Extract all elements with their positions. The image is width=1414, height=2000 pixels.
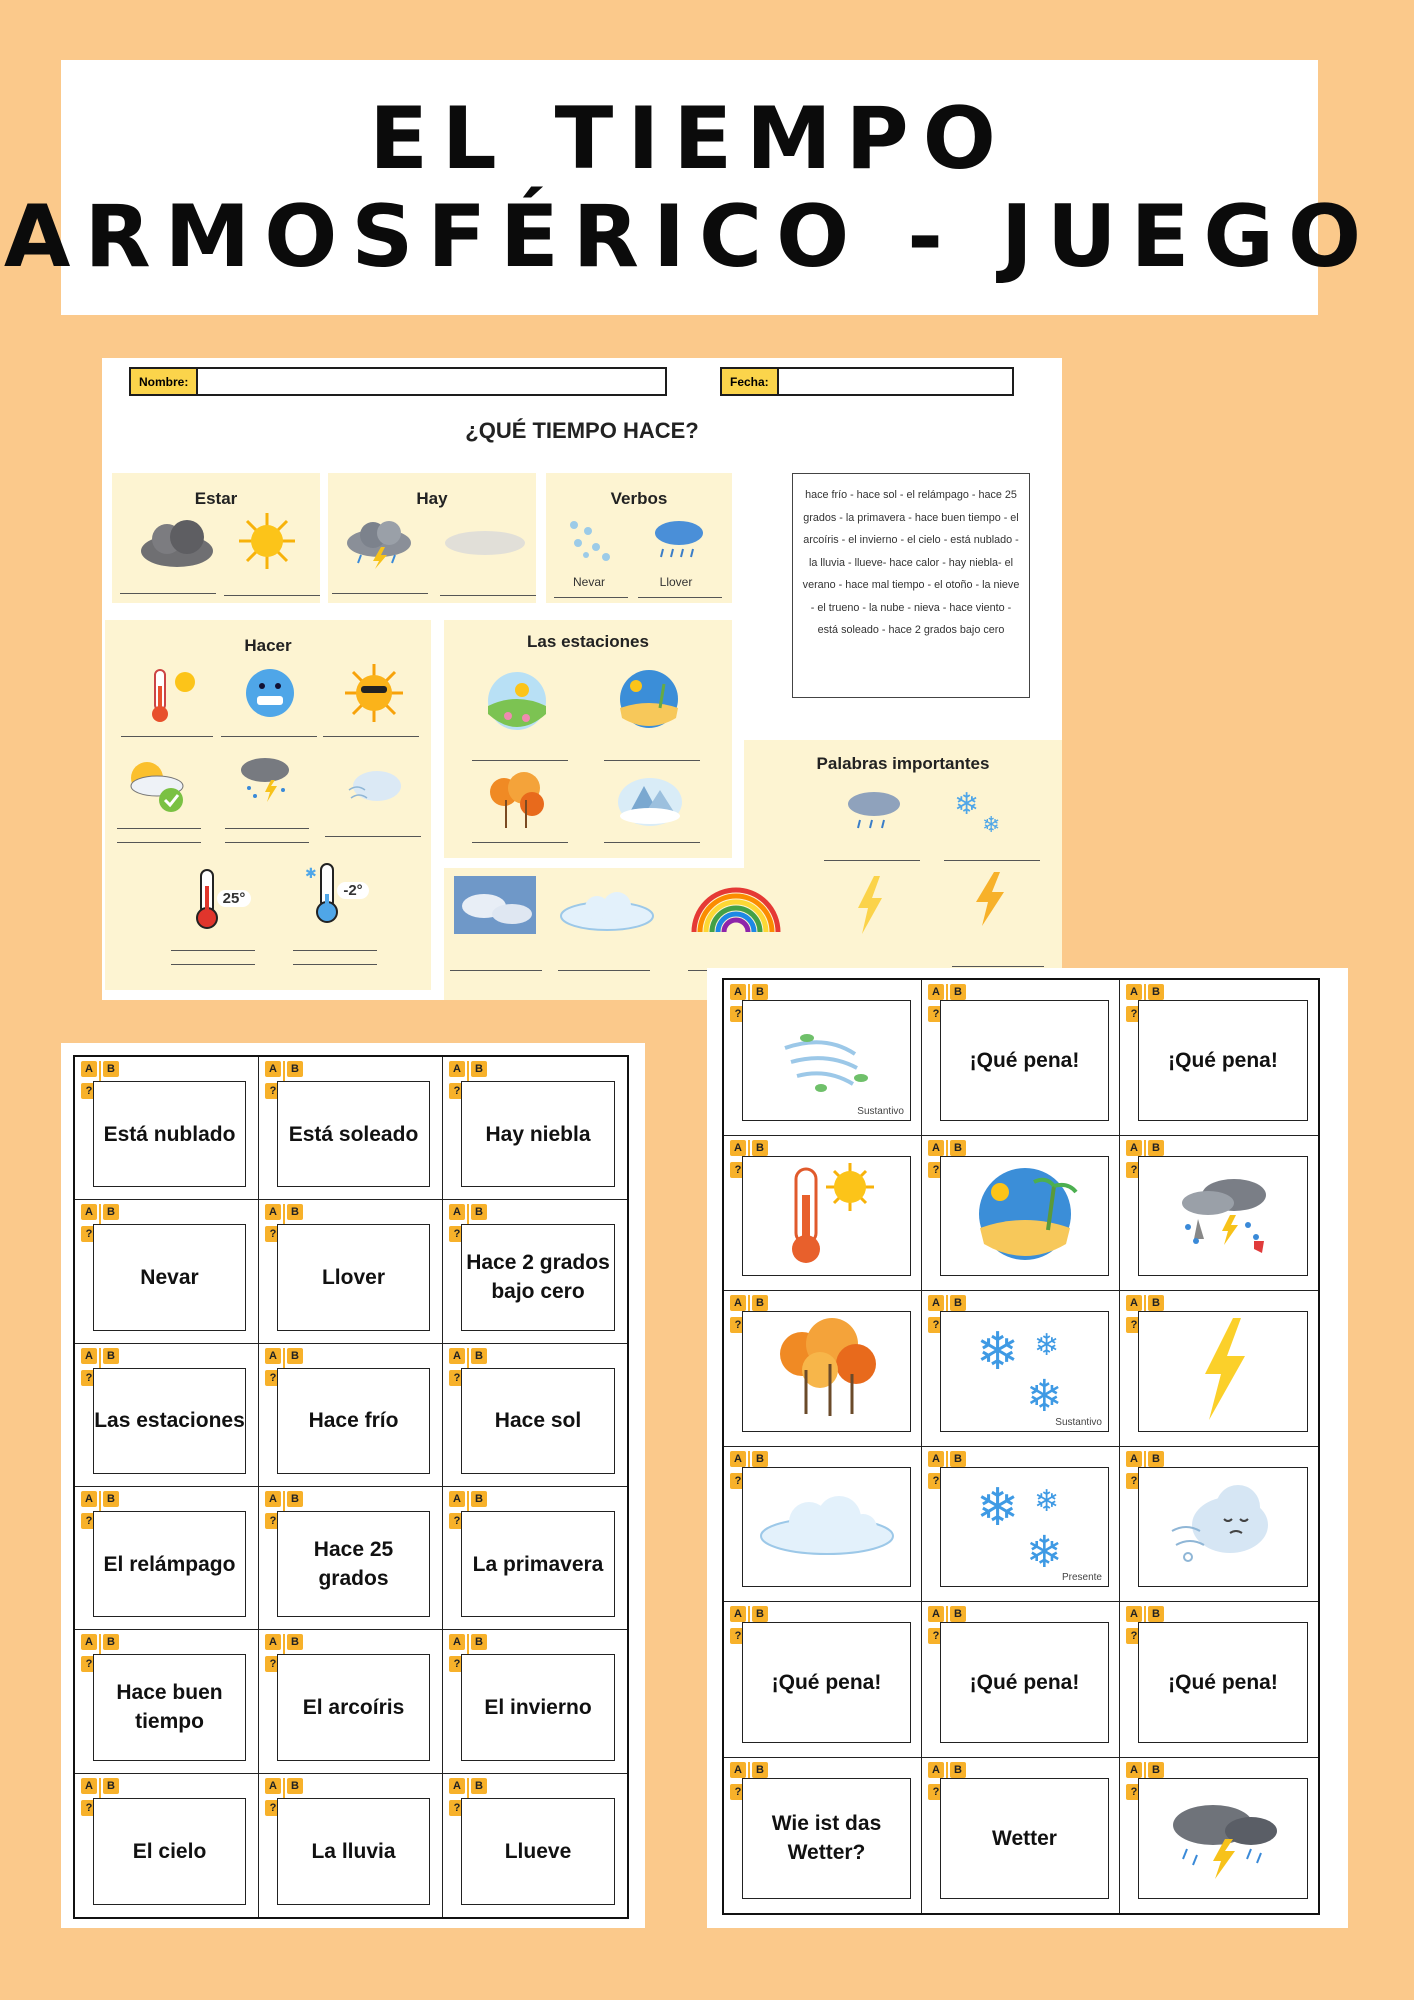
card-face [461, 1798, 615, 1905]
temp-hot: 25° [217, 890, 251, 907]
card-face [277, 1798, 430, 1905]
card-face [940, 1000, 1109, 1121]
text-card[interactable] [259, 1630, 443, 1773]
abc-badge-icon: A B ? [928, 984, 968, 1024]
svg-text:❄: ❄ [975, 1322, 1020, 1383]
answer-line [558, 970, 650, 971]
panel-hacer [105, 620, 431, 990]
text-card[interactable] [75, 1487, 259, 1630]
abc-badge-icon: A B ? [1126, 984, 1166, 1024]
answer-line [121, 736, 213, 737]
card-text: La lluvia [311, 1839, 396, 1863]
answer-line [224, 595, 320, 596]
card-text: Está nublado [103, 1122, 236, 1146]
fecha-label: Fecha: [722, 369, 779, 394]
card-face [277, 1368, 430, 1474]
card-face [940, 1156, 1109, 1277]
card-text: Wie ist das Wetter? [771, 1812, 882, 1865]
storm-cloud-icon [1163, 1791, 1283, 1885]
fog-icon [443, 523, 528, 563]
rain-cloud-icon [651, 515, 706, 565]
text-card[interactable] [75, 1344, 259, 1487]
autumn-icon [486, 770, 548, 830]
card-text: El invierno [484, 1695, 592, 1719]
picture-card[interactable] [922, 1447, 1120, 1603]
card-text: ¡Qué pena! [969, 1670, 1080, 1694]
svg-text:❄: ❄ [982, 813, 1001, 836]
word-type-tag: Presente [1061, 1572, 1102, 1583]
picture-card[interactable] [724, 1136, 922, 1292]
abc-badge-icon: A B ? [1126, 1606, 1166, 1646]
answer-line [117, 828, 201, 829]
text-card[interactable] [259, 1200, 443, 1343]
abc-badge-icon: A B ? [265, 1061, 305, 1101]
answer-line [225, 842, 309, 843]
answer-line [638, 597, 722, 598]
card-text: Nevar [140, 1265, 199, 1289]
card-face [1138, 1467, 1308, 1588]
bad-weather-icon [1168, 1169, 1278, 1263]
text-card[interactable] [75, 1774, 259, 1917]
summer-beach-icon [970, 1164, 1080, 1268]
abc-badge-icon: A B ? [928, 1451, 968, 1491]
temp-cold: -2° [337, 882, 369, 899]
card-text: Llover [321, 1265, 386, 1289]
panel-verbos [546, 473, 732, 603]
card-face [93, 1654, 246, 1760]
text-card[interactable] [259, 1487, 443, 1630]
panel-estar [112, 473, 320, 603]
picture-card[interactable] [724, 980, 922, 1136]
answer-line [325, 836, 421, 837]
dark-cloud-icon [137, 515, 217, 570]
abc-badge-icon: A B ? [1126, 1140, 1166, 1180]
card-text: El relámpago [103, 1552, 236, 1576]
card-face [1138, 1311, 1308, 1432]
abc-badge-icon: A B ? [730, 1451, 770, 1491]
card-face [277, 1654, 430, 1760]
picture-card[interactable] [922, 1602, 1120, 1758]
abc-badge-icon: A B ? [265, 1348, 305, 1388]
card-face [940, 1778, 1109, 1900]
card-text: El cielo [132, 1839, 207, 1863]
card-face [93, 1798, 246, 1905]
card-face [1138, 1156, 1308, 1277]
card-face [742, 1156, 911, 1277]
picture-card[interactable] [1120, 980, 1318, 1136]
picture-card[interactable] [724, 1602, 922, 1758]
answer-line [120, 593, 216, 594]
answer-line [171, 964, 255, 965]
abc-badge-icon: A B ? [928, 1295, 968, 1335]
answer-line [332, 593, 428, 594]
answer-line [604, 842, 700, 843]
snowflakes-icon [970, 1319, 1080, 1423]
panel-hacer-title: Hacer [244, 636, 292, 655]
rainbow-icon [688, 884, 784, 934]
picture-card[interactable] [724, 1291, 922, 1447]
abc-badge-icon: A B ? [81, 1491, 121, 1531]
answer-line [604, 760, 700, 761]
card-text: El arcoíris [302, 1695, 405, 1719]
abc-badge-icon: A B ? [730, 1606, 770, 1646]
answer-line [952, 966, 1044, 967]
card-text: Hace 25 grados [313, 1538, 394, 1591]
picture-card[interactable] [1120, 1136, 1318, 1292]
card-text: La primavera [472, 1552, 604, 1576]
lightning-bolt-icon [972, 870, 1006, 928]
answer-line [554, 597, 628, 598]
lightning-icon [852, 874, 886, 936]
cloud-icon [559, 888, 655, 932]
card-text: ¡Qué pena! [771, 1670, 882, 1694]
word-bank: hace frío - hace sol - el relámpago - hace 25 grados - la primavera - hace buen tiempo - el arcoíris - el invierno - el cielo - está nublado - la lluvia - llueve- hace calor - hay niebla- el verano - hace mal tiempo - el otoño - la nieve - el trueno - la nube - nieva - hace viento - está soleado - hace 2 grados bajo cero [792, 473, 1030, 698]
answer-line [472, 842, 568, 843]
svg-text:✱: ✱ [305, 866, 317, 882]
windy-cloud-icon [1168, 1475, 1278, 1579]
card-face [93, 1224, 246, 1330]
snowflake-icon [954, 784, 1010, 836]
text-cards-sheet [61, 1043, 645, 1928]
text-card[interactable] [443, 1200, 627, 1343]
card-face [1138, 1000, 1308, 1121]
card-text: Llueve [504, 1839, 572, 1863]
title-line-2: ARMOSFÉRICO - JUEGO [3, 186, 1376, 287]
card-face [742, 1622, 911, 1743]
abc-badge-icon: A B ? [928, 1606, 968, 1646]
picture-cards-grid [722, 978, 1320, 1915]
worksheet-title: ¿QUÉ TIEMPO HACE? [465, 418, 699, 443]
card-text: Wetter [992, 1826, 1057, 1850]
text-card[interactable] [259, 1057, 443, 1200]
answer-line [323, 736, 419, 737]
card-face [277, 1081, 430, 1187]
answer-line [117, 842, 201, 843]
thermometer-sun-icon [147, 664, 202, 726]
text-card[interactable] [75, 1057, 259, 1200]
picture-card[interactable] [1120, 1447, 1318, 1603]
panel-estaciones-title: Las estaciones [527, 632, 649, 651]
text-card[interactable] [259, 1344, 443, 1487]
title-banner [3, 60, 1376, 315]
abc-badge-icon: A B ? [81, 1204, 121, 1244]
picture-card[interactable] [922, 1136, 1120, 1292]
abc-badge-icon: A B ? [730, 1140, 770, 1180]
text-card[interactable] [75, 1200, 259, 1343]
abc-badge-icon: A B ? [265, 1634, 305, 1674]
abc-badge-icon: A B ? [449, 1778, 489, 1818]
text-card[interactable] [443, 1487, 627, 1630]
text-card[interactable] [443, 1774, 627, 1917]
abc-badge-icon: A B ? [449, 1634, 489, 1674]
storm-cloud-icon [343, 515, 418, 570]
wind-icon [777, 1018, 877, 1102]
card-text: Hace buen tiempo [116, 1681, 223, 1734]
spring-icon [486, 670, 548, 732]
thermometer-sun-icon [772, 1159, 882, 1273]
abc-badge-icon: A B ? [81, 1634, 121, 1674]
winter-icon [616, 768, 684, 828]
svg-text:❄: ❄ [1033, 1328, 1059, 1364]
abc-badge-icon: A B ? [81, 1348, 121, 1388]
label-llover: Llover [659, 575, 693, 589]
abc-badge-icon: A B ? [730, 1762, 770, 1802]
card-text: ¡Qué pena! [1168, 1048, 1278, 1072]
abc-badge-icon: A B ? [928, 1762, 968, 1802]
word-type-tag: Sustantivo [857, 1105, 904, 1117]
card-face [277, 1224, 430, 1330]
answer-line [440, 595, 536, 596]
rain-cloud-icon [844, 786, 904, 836]
card-face [461, 1368, 615, 1474]
card-text: Está soleado [288, 1122, 419, 1146]
card-text: ¡Qué pena! [969, 1048, 1080, 1072]
card-face [742, 1311, 911, 1432]
picture-cards-sheet [707, 968, 1348, 1928]
panel-hay-title: Hay [416, 489, 448, 508]
panel-estaciones [444, 620, 732, 858]
sky-icon [454, 876, 536, 934]
svg-text:❄: ❄ [954, 787, 980, 822]
abc-badge-icon: A B ? [265, 1491, 305, 1531]
abc-badge-icon: A B ? [1126, 1451, 1166, 1491]
card-face [93, 1368, 246, 1474]
abc-badge-icon: A B ? [730, 1295, 770, 1335]
word-type-tag: Sustantivo [1055, 1416, 1102, 1428]
answer-line [824, 860, 920, 861]
card-face [1138, 1622, 1308, 1743]
card-text: Las estaciones [94, 1409, 245, 1433]
card-face [1138, 1778, 1308, 1900]
snowflakes-icon [970, 1475, 1080, 1579]
card-text: Hay niebla [485, 1122, 591, 1146]
answer-line [225, 828, 309, 829]
text-card[interactable] [443, 1344, 627, 1487]
panel-palabras-title: Palabras importantes [816, 754, 990, 773]
panel-estar-title: Estar [194, 489, 238, 508]
card-text: Hace 2 grados bajo cero [466, 1251, 610, 1304]
panel-verbos-title: Verbos [610, 489, 668, 508]
card-face [93, 1081, 246, 1187]
card-text: ¡Qué pena! [1168, 1670, 1278, 1694]
svg-text:❄: ❄ [1033, 1483, 1059, 1519]
abc-badge-icon: A B ? [730, 984, 770, 1024]
card-face [940, 1622, 1109, 1743]
answer-line [293, 964, 377, 965]
snowflakes-icon [566, 517, 616, 562]
answer-line [450, 970, 542, 971]
picture-card[interactable] [1120, 1758, 1318, 1914]
picture-card[interactable] [724, 1447, 922, 1603]
picture-card[interactable] [922, 980, 1120, 1136]
card-face [461, 1511, 615, 1617]
title-line-1: EL TIEMPO [369, 88, 1010, 189]
panel-hay [328, 473, 536, 603]
cloud-icon [757, 1490, 897, 1564]
abc-badge-icon: A B ? [449, 1061, 489, 1101]
nombre-label: Nombre: [131, 369, 198, 394]
abc-badge-icon: A B ? [265, 1204, 305, 1244]
text-card[interactable] [75, 1630, 259, 1773]
card-face [93, 1511, 246, 1617]
card-text: Hace sol [494, 1409, 582, 1433]
picture-card[interactable] [1120, 1291, 1318, 1447]
svg-text:❄: ❄ [1025, 1371, 1063, 1420]
abc-badge-icon: A B ? [449, 1491, 489, 1531]
svg-text:❄: ❄ [1025, 1526, 1063, 1575]
picture-card[interactable] [724, 1758, 922, 1914]
card-face [461, 1654, 615, 1760]
sun-icon [237, 511, 297, 571]
abc-badge-icon: A B ? [449, 1348, 489, 1388]
worksheet-preview [102, 358, 1062, 1000]
card-face [940, 1467, 1109, 1588]
card-face [461, 1081, 615, 1187]
autumn-trees-icon [772, 1314, 882, 1428]
card-face [461, 1224, 615, 1330]
answer-line [221, 736, 317, 737]
abc-badge-icon: A B ? [81, 1778, 121, 1818]
picture-card[interactable] [922, 1758, 1120, 1914]
card-face [742, 1000, 911, 1121]
abc-badge-icon: A B ? [449, 1204, 489, 1244]
picture-card[interactable] [922, 1291, 1120, 1447]
abc-badge-icon: A B ? [1126, 1295, 1166, 1335]
answer-line [171, 950, 255, 951]
nombre-field[interactable] [129, 367, 667, 396]
cold-face-icon [243, 666, 298, 721]
text-cards-grid [73, 1055, 629, 1919]
label-nevar: Nevar [572, 575, 605, 589]
windy-cloud-icon [345, 762, 405, 812]
answer-line [472, 760, 568, 761]
answer-line [944, 860, 1040, 861]
good-weather-icon [125, 756, 191, 816]
abc-badge-icon: A B ? [81, 1061, 121, 1101]
card-face [742, 1467, 911, 1588]
lightning-icon [1193, 1314, 1253, 1428]
card-face [742, 1778, 911, 1900]
summer-icon [616, 668, 682, 730]
hot-sun-icon [343, 662, 405, 724]
bad-weather-icon [235, 750, 295, 808]
answer-line [293, 950, 377, 951]
card-text: Hace frío [308, 1409, 399, 1433]
text-card[interactable] [259, 1774, 443, 1917]
abc-badge-icon: A B ? [265, 1778, 305, 1818]
svg-text:❄: ❄ [975, 1477, 1020, 1538]
abc-badge-icon: A B ? [928, 1140, 968, 1180]
picture-card[interactable] [1120, 1602, 1318, 1758]
fecha-field[interactable] [720, 367, 1014, 396]
text-card[interactable] [443, 1057, 627, 1200]
card-face [940, 1311, 1109, 1432]
abc-badge-icon: A B ? [1126, 1762, 1166, 1802]
card-face [277, 1511, 430, 1617]
text-card[interactable] [443, 1630, 627, 1773]
